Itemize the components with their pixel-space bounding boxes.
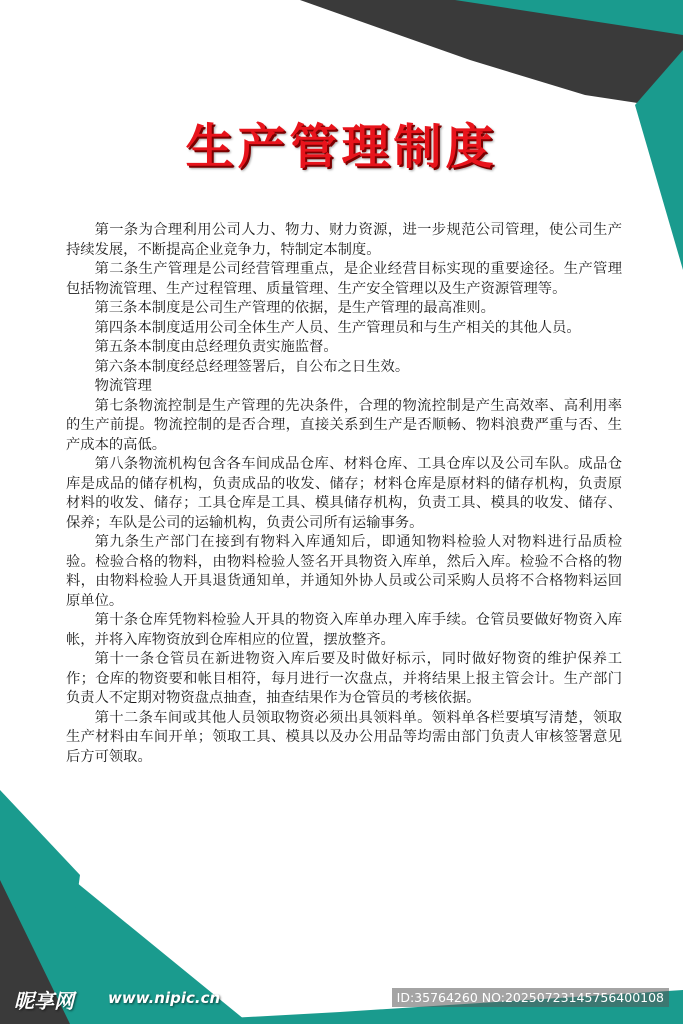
paragraph-article-9: 第九条生产部门在接到有物料入库通知后，即通知物料检验人对物料进行品质检验。检验合格的物料，由物料检验人签名开具物资入库单，然后入库。检验不合格的物料，由物料检验人开具退货通知单，并通知外协人员或公司采购人员将不合格物料运回原单位。	[66, 534, 622, 609]
paragraph-article-5: 第五条本制度由总经理负责实施监督。	[94, 339, 338, 355]
page-title: 生产管理制度	[185, 119, 498, 175]
watermark-id: ID:35764260 NO:20250723145756400108	[392, 988, 669, 1007]
paragraph-article-7: 第七条物流控制是生产管理的先决条件，合理的物流控制是产生高效率、高利用率的生产前提。物流控制的是否合理，直接关系到生产是否顺畅、物料浪费严重与否、生产成本的高低。	[66, 397, 622, 453]
paragraph-article-3: 第三条本制度是公司生产管理的依据，是生产管理的最高准则。	[94, 300, 495, 316]
paragraph-article-11: 第十一条仓管员在新进物资入库后要及时做好标示，同时做好物资的维护保养工作；仓库的物资要和帐目相符，每月进行一次盘点，并将结果上报主管会计。生产部门负责人不定期对物资盘点抽查，抽查结果作为仓管员的考核依据。	[66, 651, 622, 706]
paragraph-article-6: 第六条本制度经总经理签署后，自公布之日生效。	[94, 358, 410, 375]
paragraph-article-12: 第十二条车间或其他人员领取物资必须出具领料单。领料单各栏要填写清楚，领取生产材料由车间开单；领取工具、模具以及办公用品等均需由部门负责人审核签署意见后方可领取。	[66, 709, 622, 765]
regulation-body	[66, 221, 622, 767]
watermark-url: www.nipic.cn	[108, 989, 221, 1007]
paragraph-article-10: 第十条仓库凭物料检验人开具的物资入库单办理入库手续。仓管员要做好物资入库帐，并将入库物资放到仓库相应的位置，摆放整齐。	[66, 612, 622, 648]
paragraph-article-2: 第二条生产管理是公司经营管理重点，是企业经营目标实现的重要途径。生产管理包括物流管理、生产过程管理、质量管理、生产安全管理以及生产资源管理等。	[66, 261, 622, 297]
section-heading-logistics: 物流管理	[94, 378, 152, 394]
paragraph-article-4: 第四条本制度适用公司全体生产人员、生产管理员和与生产相关的其他人员。	[94, 319, 581, 336]
paragraph-article-1: 第一条为合理利用公司人力、物力、财力资源，进一步规范公司管理，使公司生产持续发展，不断提高企业竞争力，特制定本制度。	[66, 222, 622, 258]
watermark-logo: 昵享网	[14, 989, 74, 1013]
paragraph-article-8: 第八条物流机构包含各车间成品仓库、材料仓库、工具仓库以及公司车队。成品仓库是成品的储存机构，负责成品的收发、储存；材料仓库是原材料的储存机构，负责原材料的收发、储存；工具仓库是工具、模具储存机构，负责工具、模具的收发、储存、保养；车队是公司的运输机构，负责公司所有运输事务。	[66, 456, 622, 531]
